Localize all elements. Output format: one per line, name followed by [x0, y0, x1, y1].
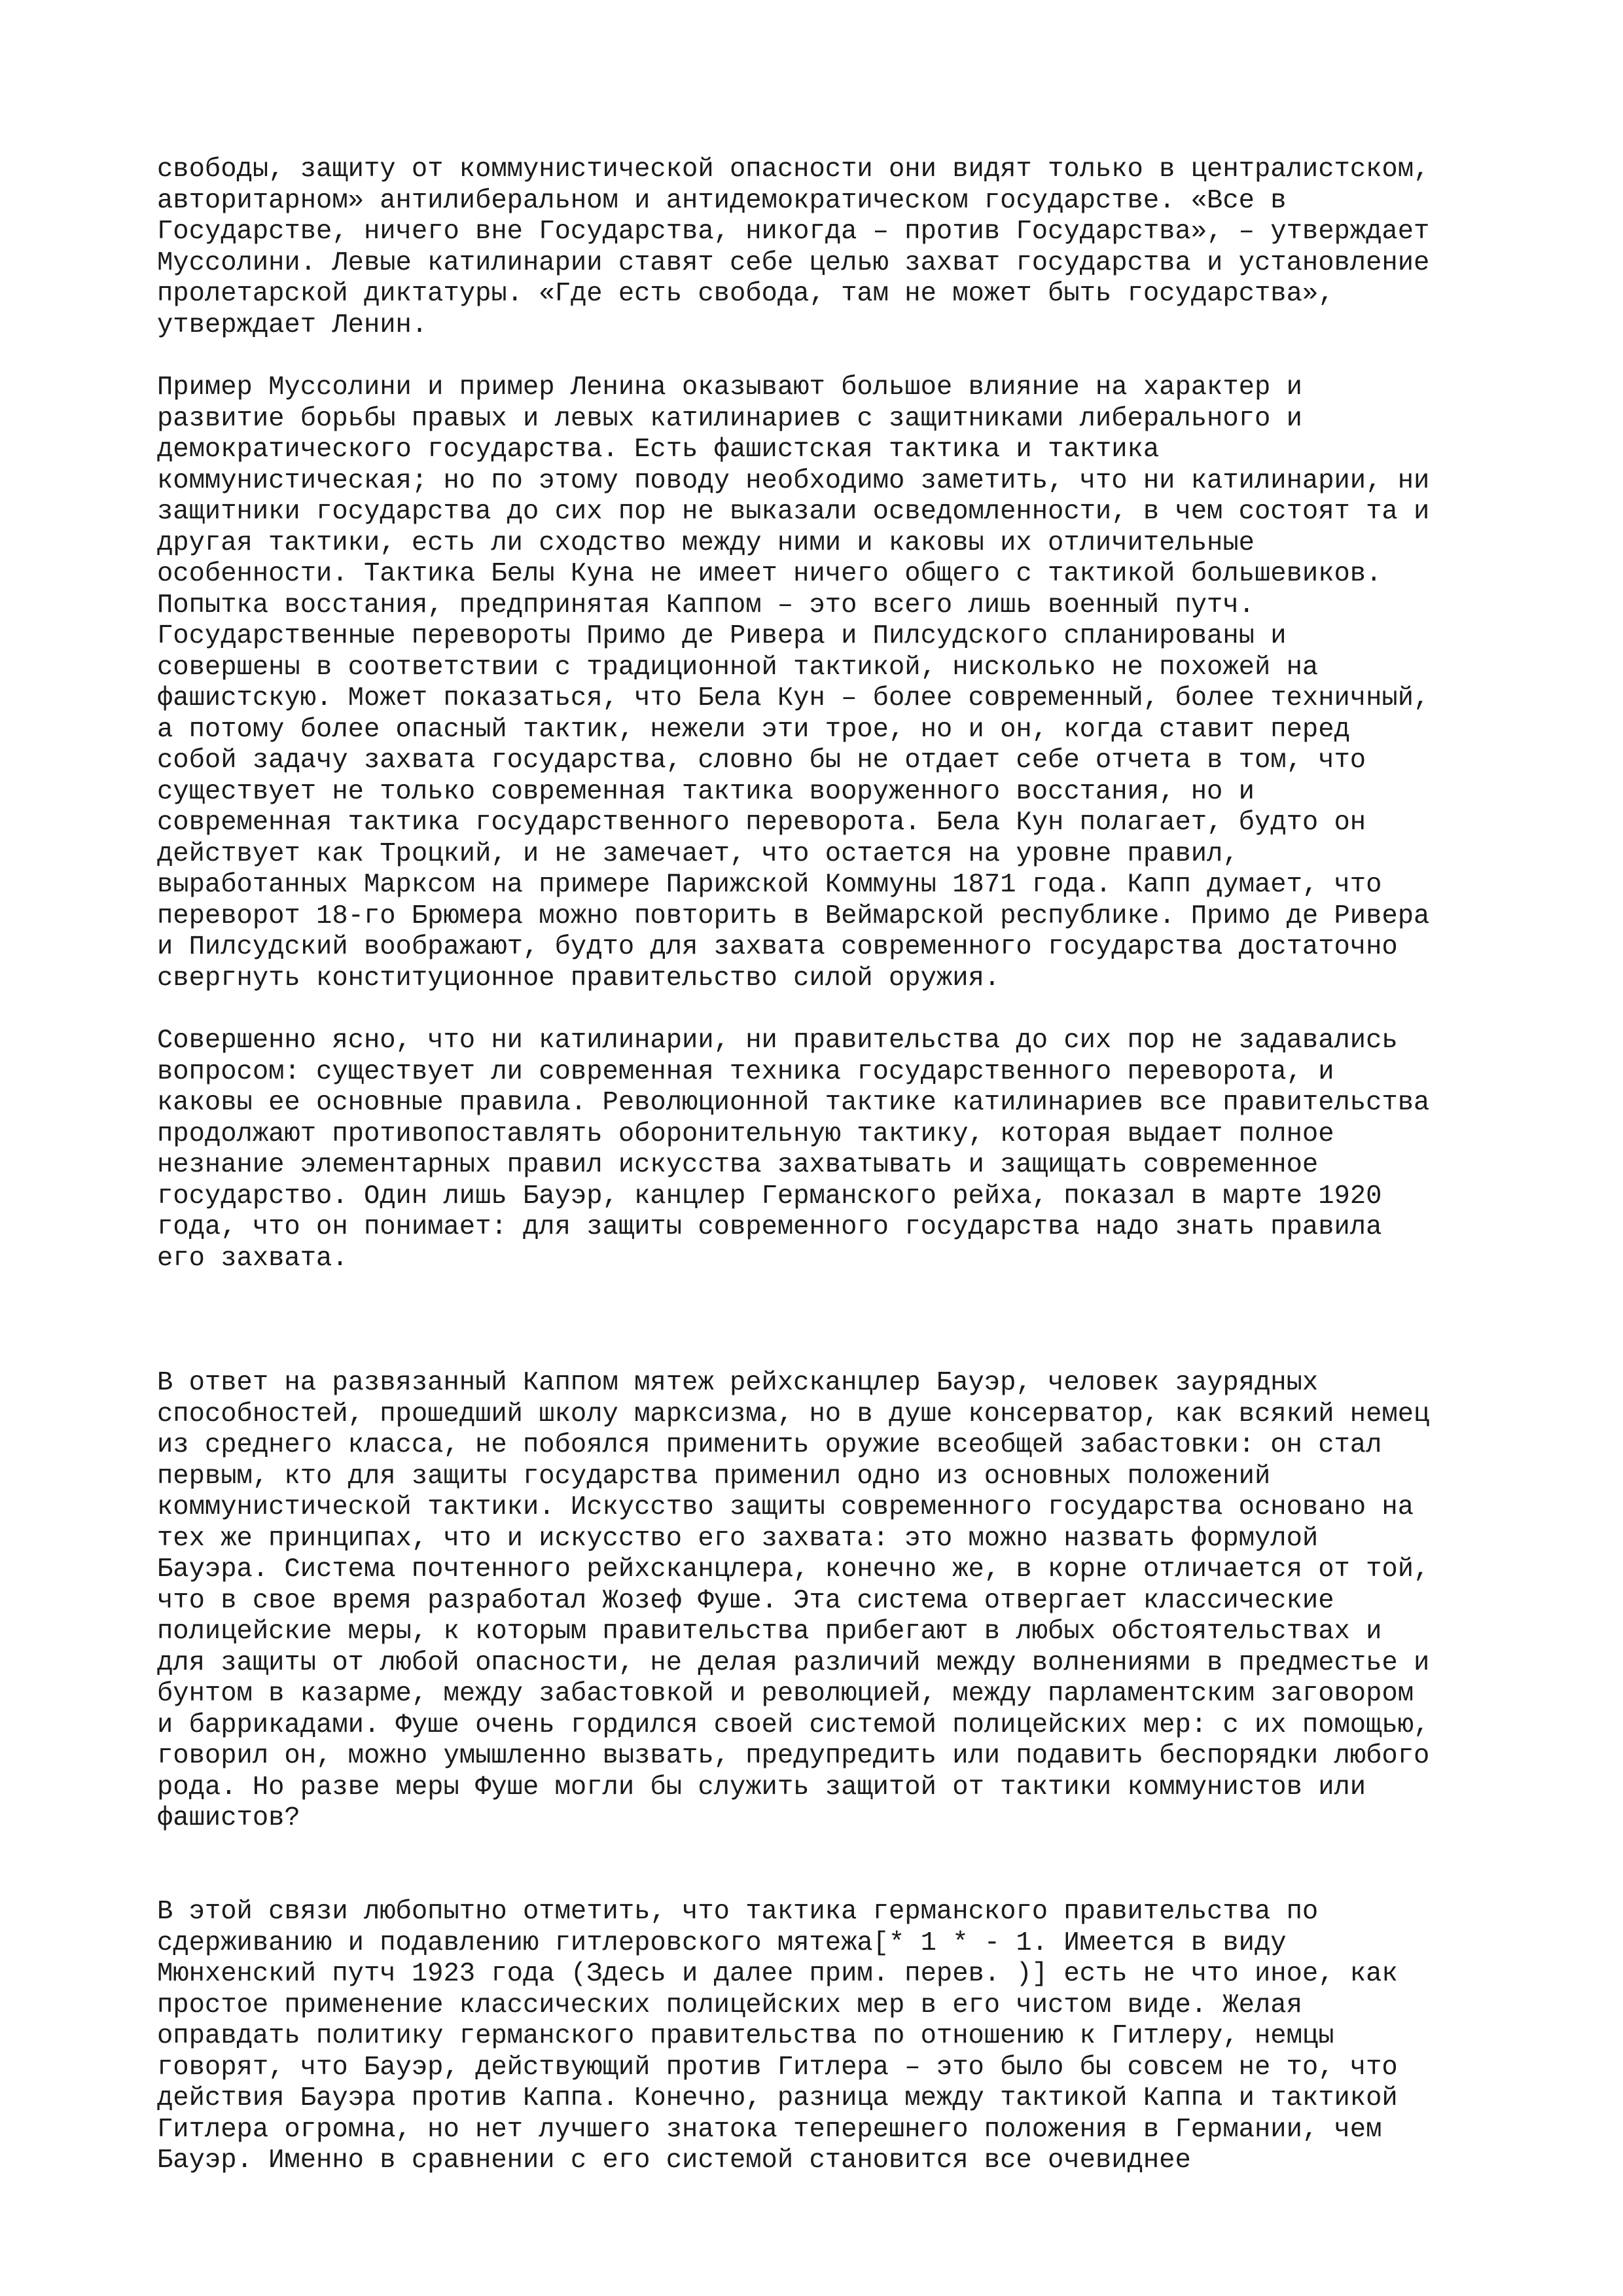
- paragraph-4: В ответ на развязанный Каппом мятеж рейхсканцлер Бауэр, человек заурядных способностей, прошедший школу марксизма, но в душе консерватор, как всякий немец из среднего класса, не побоялся применить оружие всеобщей забастовки: он стал первым, кто для защиты государства применил одно из основных положений коммунистической тактики. Искусство защиты современного государства основано на тех же принципах, что и искусство его захвата: это можно назвать формулой Бауэра. Система почтенного рейхсканцлера, конечно же, в корне отличается от той, что в свое время разработал Жозеф Фуше. Эта система отвергает классические полицейские меры, к которым правительства прибегают в любых обстоятельствах и для защиты от любой опасности, не делая различий между волнениями в предместье и бунтом в казарме, между забастовкой и революцией, между парламентским заговором и баррикадами. Фуше очень гордился своей системой полицейских мер: с их помощью, говорил он, можно умышленно вызвать, предупредить или подавить беспорядки любого рода. Но разве меры Фуше могли бы служить защитой от тактики коммунистов или фашистов?: [157, 1368, 1430, 1833]
- paragraph-2: Пример Муссолини и пример Ленина оказывают большое влияние на характер и развитие борьбы правых и левых катилинариев с защитниками либерального и демократического государства. Есть фашистская тактика и тактика коммунистическая; но по этому поводу необходимо заметить, что ни катилинарии, ни защитники государства до сих пор не выказали осведомленности, в чем состоят та и другая тактики, есть ли сходство между ними и каковы их отличительные особенности. Тактика Белы Куна не имеет ничего общего с тактикой большевиков. Попытка восстания, предпринятая Каппом – это всего лишь военный путч. Государственные перевороты Примо де Ривера и Пилсудского спланированы и совершены в соответствии с традиционной тактикой, нисколько не похожей на фашистскую. Может показаться, что Бела Кун – более современный, более техничный, а потому более опасный тактик, нежели эти трое, но и он, когда ставит перед собой задачу захвата государства, словно бы не отдает себе отчета в том, что существует не только современная тактика вооруженного восстания, но и современная тактика государственного переворота. Бела Кун полагает, будто он действует как Троцкий, и не замечает, что остается на уровне правил, выработанных Марксом на примере Парижской Коммуны 1871 года. Капп думает, что переворот 18-го Брюмера можно повторить в Веймарской республике. Примо де Ривера и Пилсудский воображают, будто для захвата современного государства достаточно свергнуть конституционное правительство силой оружия.: [157, 372, 1430, 994]
- paragraph-5: В этой связи любопытно отметить, что тактика германского правительства по сдерживанию и подавлению гитлеровского мятежа[* 1 * - 1. Имеется в виду Мюнхенский путч 1923 года (Здесь и далее прим. перев. )] есть не что иное, как простое применение классических полицейских мер в его чистом виде. Желая оправдать политику германского правительства по отношению к Гитлеру, немцы говорят, что Бауэр, действующий против Гитлера – это было бы совсем не то, что действия Бауэра против Каппа. Конечно, разница между тактикой Каппа и тактикой Гитлера огромна, но нет лучшего знатока теперешнего положения в Германии, чем Бауэр. Именно в сравнении с его системой становится все очевиднее: [157, 1897, 1398, 2176]
- paragraph-3: Совершенно ясно, что ни катилинарии, ни правительства до сих пор не задавались вопросом: существует ли современная техника государственного переворота, и каковы ее основные правила. Революционной тактике катилинариев все правительства продолжают противопоставлять оборонительную тактику, которая выдает полное незнание элементарных правил искусства захватывать и защищать современное государство. Один лишь Бауэр, канцлер Германского рейха, показал в марте 1920 года, что он понимает: для защиты современного государства надо знать правила его захвата.: [157, 1026, 1430, 1274]
- paragraph-1: свободы, защиту от коммунистической опасности они видят только в централистском, авторитарном» антилиберальном и антидемократическом государстве. «Все в Государстве, ничего вне Государства, никогда – против Государства», – утверждает Муссолини. Левые катилинарии ставят себе целью захват государства и установление пролетарской диктатуры. «Где есть свобода, там не может быть государства», утверждает Ленин.: [157, 154, 1430, 340]
